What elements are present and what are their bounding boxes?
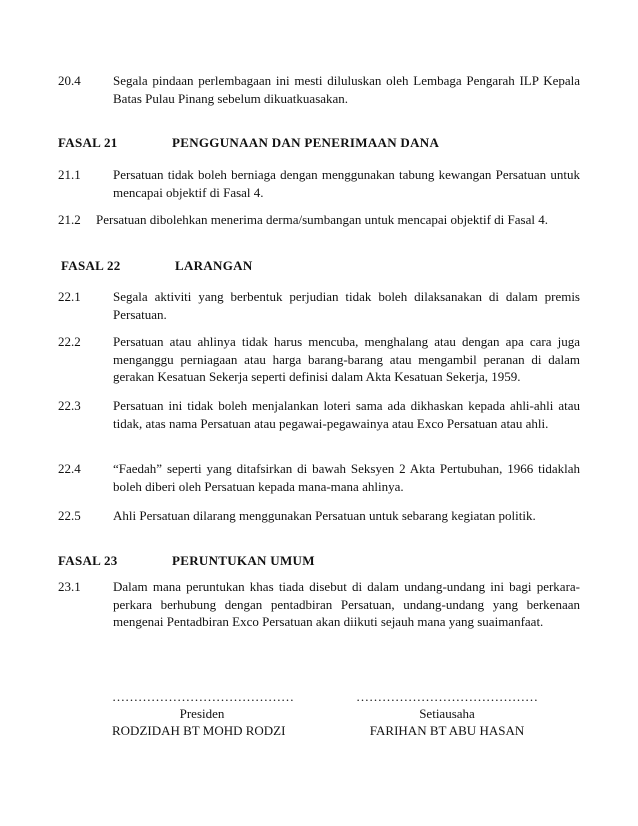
signatory-role: Setiausaha (419, 706, 475, 721)
clause-number: 22.3 (58, 398, 81, 413)
clause-number: 22.2 (58, 334, 81, 349)
clause-22-1 (58, 288, 580, 323)
clause-number: 21.1 (58, 167, 81, 182)
clause-text: “Faedah” seperti yang ditafsirkan di bawah Seksyen 2 Akta Pertubuhan, 1966 tidaklah boleh diberi oleh Persatuan kepada mana-mana ahlinya. (113, 461, 580, 494)
signature-line: …………………………………… (356, 689, 538, 704)
clause-text: Dalam mana peruntukan khas tiada disebut di dalam undang-undang ini bagi perkara-perkara berhubung dengan pentadbiran Persatuan, undang-undang yang berkenaan mengenai Pentadbiran Exco Persatuan akan diikuti sejauh mana yang suaimanfaat. (113, 579, 580, 629)
signature-block-presiden (112, 688, 292, 739)
clause-text: Segala pindaan perlembagaan ini mesti diluluskan oleh Lembaga Pengarah ILP Kepala Batas Pulau Pinang sebelum dikuatkuasakan. (113, 73, 580, 106)
signatory-name: FARIHAN BT ABU HASAN (369, 723, 525, 738)
clause-text: Persatuan ini tidak boleh menjalankan loteri sama ada dikhaskan kepada ahli-ahli atau tidak, atas nama Persatuan atau pegawai-pegawainya atau Exco Persatuan atau ahli. (113, 398, 580, 431)
clause-number: 23.1 (58, 579, 81, 594)
clause-text: Persatuan dibolehkan menerima derma/sumbangan untuk mencapai objektif di Fasal 4. (96, 212, 548, 227)
clause-21-2 (58, 211, 580, 229)
clause-22-3 (58, 397, 580, 432)
signature-block-setiausaha (356, 688, 538, 739)
clause-text: Persatuan atau ahlinya tidak harus mencuba, menghalang atau dengan apa cara juga menganggu perniagaan atau harga barang-barang atau mengambil peranan di dalam gerakan Kesatuan Sekerja seperti definisi dalam Akta Kesatuan Sekerja, 1959. (113, 334, 580, 384)
signature-line: …………………………………… (112, 689, 294, 704)
clause-text: Ahli Persatuan dilarang menggunakan Persatuan untuk sebarang kegiatan politik. (113, 508, 536, 523)
signatory-role: Presiden (179, 706, 225, 721)
clause-number: 22.4 (58, 461, 81, 476)
clause-22-5 (58, 507, 580, 525)
clause-20-4 (58, 72, 580, 107)
clause-number: 21.2 (58, 212, 81, 227)
clause-text: Persatuan tidak boleh berniaga dengan menggunakan tabung kewangan Persatuan untuk mencapai objektif di Fasal 4. (113, 167, 580, 200)
section-title: PERUNTUKAN UMUM (172, 553, 315, 568)
clause-text: Segala aktiviti yang berbentuk perjudian tidak boleh dilaksanakan di dalam premis Persatuan. (113, 289, 580, 322)
clause-21-1 (58, 166, 580, 201)
section-title: PENGGUNAAN DAN PENERIMAAN DANA (172, 135, 440, 150)
clause-22-4 (58, 460, 580, 495)
signatory-name: RODZIDAH BT MOHD RODZI (112, 723, 286, 738)
section-number: FASAL 22 (61, 258, 121, 273)
section-number: FASAL 21 (58, 135, 118, 150)
clause-number: 22.5 (58, 508, 81, 523)
clause-23-1 (58, 578, 580, 631)
section-title: LARANGAN (175, 258, 253, 273)
section-number: FASAL 23 (58, 553, 118, 568)
clause-22-2 (58, 333, 580, 386)
clause-number: 22.1 (58, 289, 81, 304)
clause-number: 20.4 (58, 73, 81, 88)
